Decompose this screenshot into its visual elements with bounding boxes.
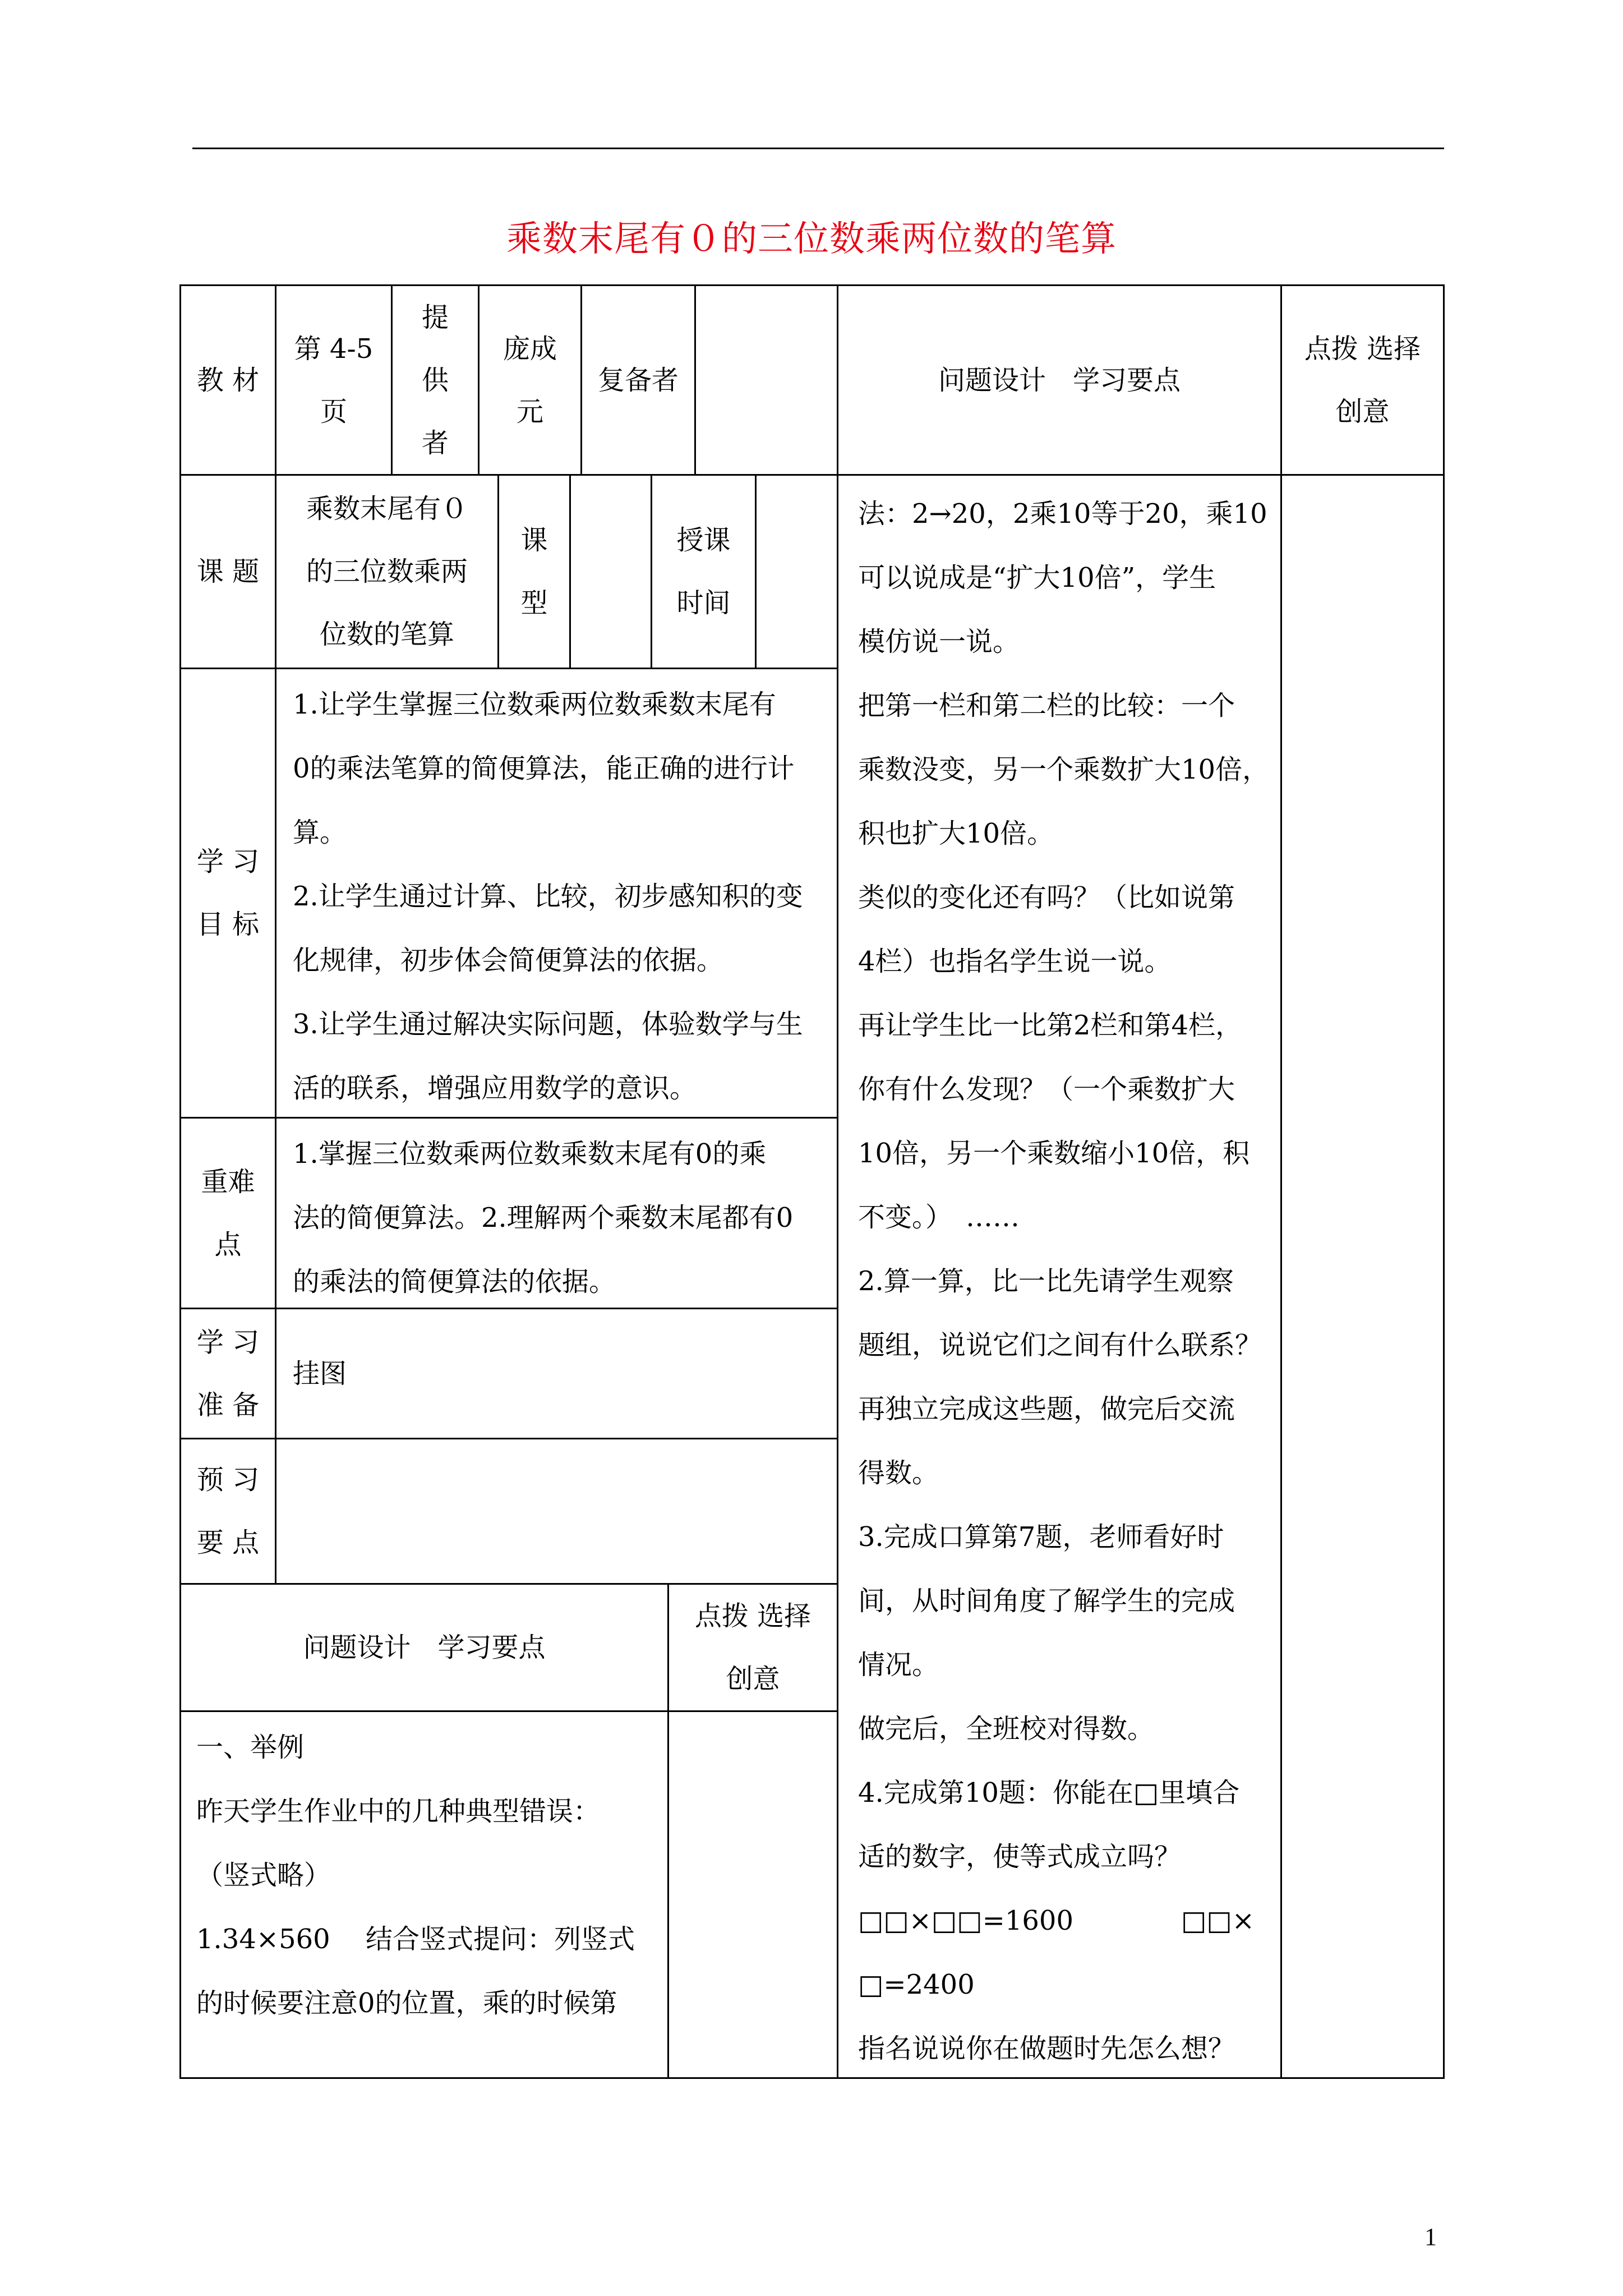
lower-header-left [181, 1585, 667, 1710]
example-line: （竖式略） [196, 1860, 331, 1891]
example-line: 一、举例 [196, 1732, 305, 1763]
goals-line: 化规律，初步体会简便算法的依据。 [293, 945, 724, 976]
example-line: 昨天学生作业中的几种典型错误： [196, 1796, 601, 1827]
right-header [838, 286, 1280, 474]
right-body-line: 不变。） …… [858, 1202, 1020, 1233]
provider-label-line: 者 [421, 427, 449, 459]
time-label [652, 476, 755, 668]
right-col-header [1282, 286, 1443, 474]
reviewer-label-text: 复备者 [597, 364, 679, 396]
preview-label-line: 要 点 [196, 1527, 260, 1558]
preview-label-line: 预 习 [196, 1464, 260, 1496]
preparation-label [181, 1309, 275, 1438]
provider-label-line: 提 [421, 301, 449, 333]
right-header-text: 问题设计 学习要点 [938, 364, 1181, 396]
goals-line: 3.让学生通过解决实际问题，体验数学与生 [293, 1009, 803, 1040]
lower-header-right [669, 1585, 837, 1710]
goals-line: 算。 [293, 817, 347, 848]
right-body-line: 模仿说一说。 [858, 626, 1020, 657]
lower-header-left-text: 问题设计 学习要点 [303, 1632, 546, 1663]
right-body-line: □=2400 [858, 1969, 975, 2000]
right-col-header-line: 点拨 选择 [1304, 333, 1421, 365]
topic-value-line: 位数的笔算 [319, 619, 454, 650]
jiaocai-label-text: 教 材 [196, 364, 260, 396]
example-text [196, 1715, 635, 2035]
preparation-value-text: 挂图 [293, 1358, 347, 1389]
lower-header-right-line: 创意 [726, 1663, 780, 1695]
preparation-label-line: 准 备 [196, 1389, 260, 1421]
provider-value-line: 元 [516, 395, 543, 427]
jiaocai-value-line: 页 [320, 395, 347, 427]
right-body-text [858, 482, 1269, 2081]
right-body-line: 再独立完成这些题，做完后交流 [858, 1393, 1235, 1425]
preparation-label-line: 学 习 [196, 1326, 260, 1358]
preview-label [181, 1439, 275, 1583]
right-body-line: 10倍，另一个乘数缩小10倍，积 [858, 1138, 1250, 1169]
jiaocai-value-line: 第 4-5 [294, 333, 374, 365]
topic-label [181, 476, 275, 668]
keypoints-line: 1.掌握三位数乘两位数乘数末尾有0的乘 [293, 1138, 767, 1170]
topic-value [276, 476, 497, 668]
right-body-line: 可以说成是“扩大10倍”，学生 [858, 562, 1216, 593]
type-label-line: 课 [520, 524, 548, 556]
goals-label-line: 目 标 [196, 909, 260, 940]
reviewer-value [696, 286, 837, 474]
right-body-line: 2.算一算，比一比先请学生观察 [858, 1266, 1234, 1297]
jiaocai-label [181, 286, 275, 474]
right-body-line: 情况。 [858, 1649, 939, 1681]
keypoints-label [181, 1119, 275, 1308]
provider-label-line: 供 [421, 364, 449, 396]
provider-label [393, 286, 478, 474]
right-body-line: 再让学生比一比第2栏和第4栏， [858, 1010, 1243, 1041]
right-body-line: □□×□□=1600 □□× [858, 1905, 1255, 1936]
right-body-line: 4.完成第10题：你能在□里填合 [858, 1777, 1240, 1809]
header-rule [192, 148, 1444, 149]
right-body-line: 类似的变化还有吗？（比如说第 [858, 882, 1235, 913]
right-body-line: 指名说说你在做题时先怎么想？ [858, 2033, 1235, 2064]
page-number: 1 [1424, 2223, 1437, 2251]
topic-value-line: 乘数末尾有０ [306, 493, 468, 524]
topic-value-line: 的三位数乘两 [306, 556, 468, 587]
example-line: 1.34×560 结合竖式提问：列竖式 [196, 1924, 635, 1955]
topic-label-text: 课 题 [196, 556, 260, 587]
goals-line: 2.让学生通过计算、比较，初步感知积的变 [293, 881, 803, 912]
type-label-line: 型 [520, 587, 548, 619]
right-col-header-line: 创意 [1335, 395, 1390, 427]
goals-label [181, 669, 275, 1117]
time-label-line: 时间 [676, 587, 731, 619]
keypoints-label-line: 点 [214, 1228, 242, 1260]
right-body-line: 积也扩大10倍。 [858, 818, 1054, 849]
right-body-line: 做完后，全班校对得数。 [858, 1713, 1155, 1745]
right-body-line: 得数。 [858, 1457, 939, 1489]
right-body-line: 你有什么发现？（一个乘数扩大 [858, 1074, 1235, 1105]
right-body-line: 4栏）也指名学生说一说。 [858, 946, 1172, 977]
jiaocai-value [276, 286, 391, 474]
provider-value [479, 286, 580, 474]
right-body-line: 3.完成口算第7题，老师看好时 [858, 1521, 1224, 1553]
goals-line: 0的乘法笔算的简便算法，能正确的进行计 [293, 753, 795, 784]
preparation-value [293, 1309, 831, 1438]
goals-text [293, 673, 803, 1120]
keypoints-label-line: 重难 [201, 1166, 255, 1198]
example-line: 的时候要注意0的位置，乘的时候第 [196, 1987, 617, 2019]
goals-label-line: 学 习 [196, 846, 260, 877]
right-body-line: 法：2→20，2乘10等于20，乘10 [858, 498, 1267, 530]
right-body-line: 间，从时间角度了解学生的完成 [858, 1585, 1235, 1617]
right-body-line: 把第一栏和第二栏的比较：一个 [858, 690, 1235, 721]
time-label-line: 授课 [676, 524, 731, 556]
goals-line: 1.让学生掌握三位数乘两位数乘数末尾有 [293, 689, 776, 720]
keypoints-line: 的乘法的简便算法的依据。 [293, 1266, 616, 1297]
right-body-line: 适的数字，使等式成立吗？ [858, 1841, 1182, 1872]
type-label [499, 476, 569, 668]
goals-line: 活的联系，增强应用数学的意识。 [293, 1073, 697, 1104]
keypoints-text [293, 1122, 793, 1314]
right-body-line: 乘数没变，另一个乘数扩大10倍， [858, 754, 1270, 785]
right-body-line: 题组，说说它们之间有什么联系？ [858, 1329, 1262, 1361]
page-title: 乘数末尾有０的三位数乘两位数的笔算 [506, 218, 1117, 259]
provider-value-line: 庞成 [502, 333, 557, 365]
lower-header-right-line: 点拨 选择 [694, 1600, 811, 1632]
keypoints-line: 法的简便算法。2.理解两个乘数末尾都有0 [293, 1202, 794, 1234]
reviewer-label [582, 286, 694, 474]
